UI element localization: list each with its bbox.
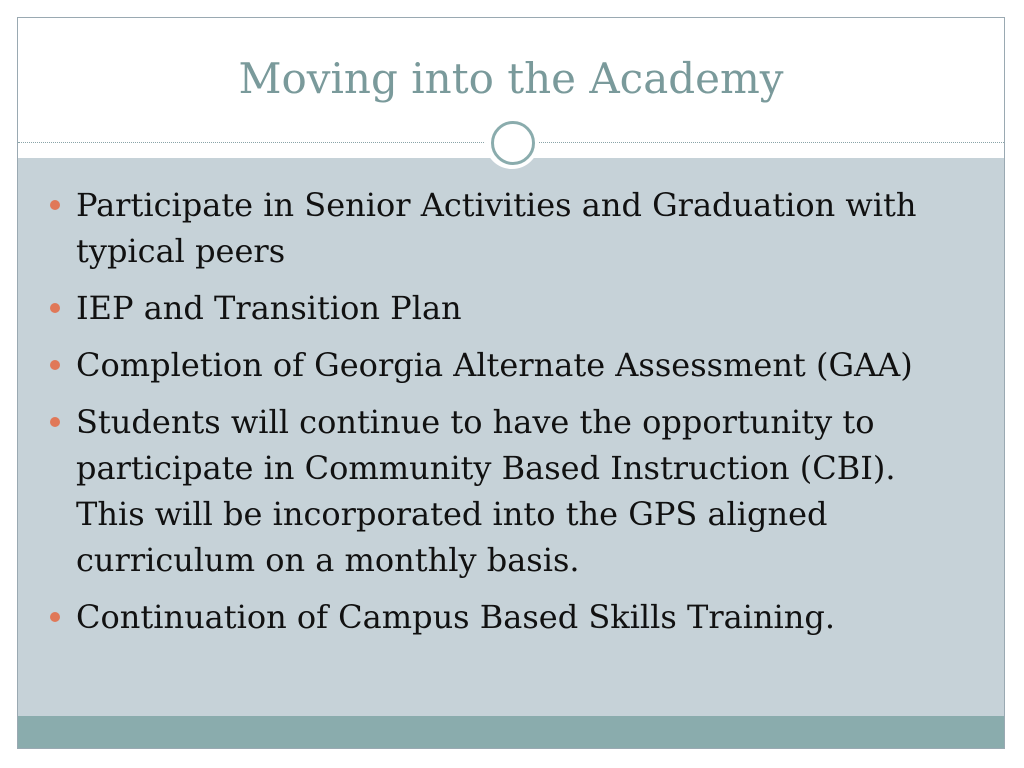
bullet-list (48, 182, 968, 651)
ring-icon (491, 121, 535, 165)
footer-band (18, 716, 1004, 749)
bullet-item (48, 182, 968, 274)
bullet-dot-icon (50, 612, 60, 622)
bullet-item (48, 285, 968, 331)
bullet-text: Participate in Senior Activities and Graduation with typical peers (76, 186, 917, 270)
bullet-dot-icon (50, 360, 60, 370)
bullet-text: Completion of Georgia Alternate Assessment (GAA) (76, 346, 913, 384)
slide (17, 17, 1005, 749)
bullet-item (48, 594, 968, 640)
bullet-text: IEP and Transition Plan (76, 289, 462, 327)
bullet-dot-icon (50, 200, 60, 210)
bullet-dot-icon (50, 303, 60, 313)
bullet-item (48, 399, 968, 583)
bullet-text: Continuation of Campus Based Skills Training. (76, 598, 836, 636)
circle-ornament-icon (485, 115, 539, 169)
bullet-item (48, 342, 968, 388)
bullet-dot-icon (50, 417, 60, 427)
bullet-text: Students will continue to have the opportunity to participate in Community Based Instruction (CBI). This will be incorporated into the GPS aligned curriculum on a monthly basis. (76, 403, 896, 579)
slide-title: Moving into the Academy (238, 54, 784, 103)
